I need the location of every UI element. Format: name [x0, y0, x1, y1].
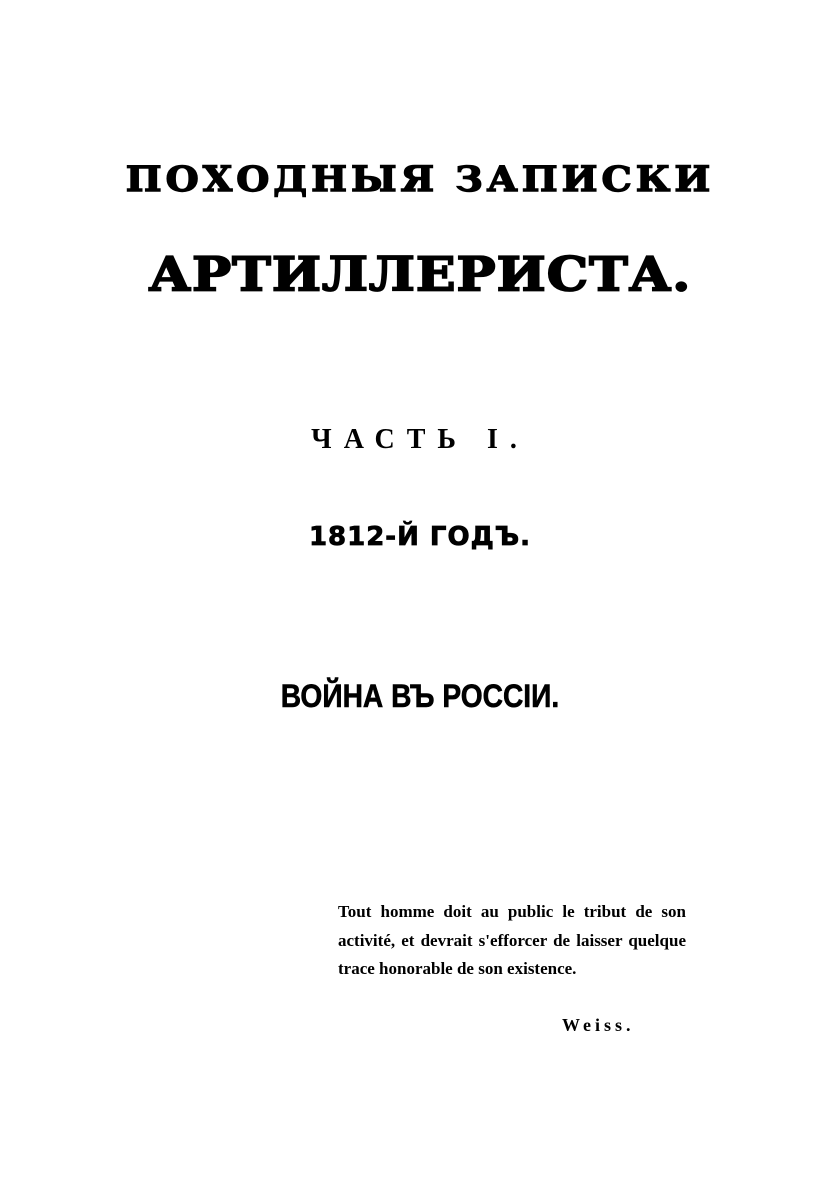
title-line-2: АРТИЛЛЕРИСТА. — [148, 247, 692, 302]
title-line-1: ПОХОДНЫЯ ЗАПИСКИ — [125, 157, 715, 200]
epigraph-text: Tout homme doit au public le tribut de son activité, et devrait s'efforcer de laisser quelque trace honorable de son existence. — [338, 902, 686, 978]
part-number: ЧАСТЬ I. — [311, 424, 529, 455]
epigraph-author: Weiss. — [562, 1015, 635, 1035]
subtitle: ВОЙНА ВЪ РОССІИ. — [280, 678, 560, 714]
year-heading: 1812-Й ГОДЪ. — [308, 522, 532, 552]
